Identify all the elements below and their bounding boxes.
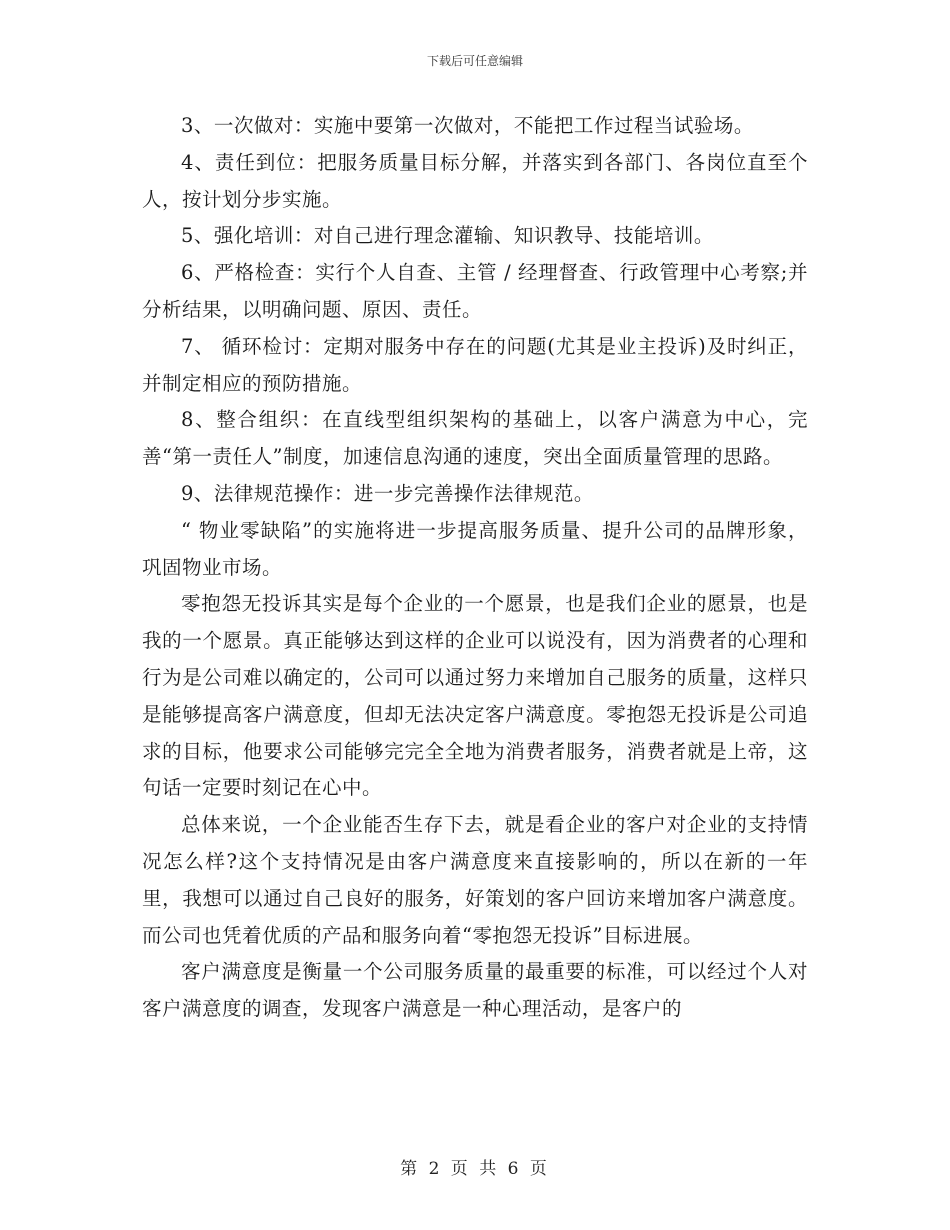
paragraph-item-8: 8、整合组织：在直线型组织架构的基础上，以客户满意为中心，完善“第一责任人”制度，加速信息沟通的速度，突出全面质量管理的思路。 (142, 408, 808, 469)
paragraph-item-7: 7、 循环检讨：定期对服务中存在的问题(尤其是业主投诉)及时纠正，并制定相应的预防措施。 (142, 334, 808, 395)
page-number-footer: 第 2 页 共 6 页 (400, 1159, 550, 1179)
paragraph-item-6: 6、严格检查：实行个人自查、主管 / 经理督查、行政管理中心考察;并分析结果，以明确问题、原因、责任。 (142, 261, 808, 321)
paragraph-satisfaction: 客户满意度是衡量一个公司服务质量的最重要的标准，可以经过个人对客户满意度的调查，发现客户满意是一种心理活动，是客户的 (142, 960, 808, 1021)
paragraph-item-5: 5、强化培训：对自己进行理念灌输、知识教导、技能培训。 (181, 224, 714, 248)
paragraph-item-4: 4、责任到位：把服务质量目标分解，并落实到各部门、各岗位直至个人，按计划分步实施。 (142, 150, 808, 211)
document-body (142, 108, 808, 1028)
paragraph-summary: 总体来说，一个企业能否生存下去，就是看企业的客户对企业的支持情况怎么样?这个支持情况是由客户满意度来直接影响的，所以在新的一年里，我想可以通过自己良好的服务，好策划的客户回访来增加客户满意度。而公司也凭着优质的产品和服务向着“零抱怨无投诉”目标进展。 (142, 813, 808, 947)
paragraph-zero-complaint: 零抱怨无投诉其实是每个企业的一个愿景，也是我们企业的愿景，也是我的一个愿景。真正能够达到这样的企业可以说没有，因为消费者的心理和行为是公司难以确定的，公司可以通过努力来增加自己服务的质量，这样只是能够提高客户满意度，但却无法决定客户满意度。零抱怨无投诉是公司追求的目标，他要求公司能够完完全全地为消费者服务，消费者就是上帝，这句话一定要时刻记在心中。 (142, 592, 808, 800)
page-header: 下载后可任意编辑 (426, 54, 523, 68)
paragraph-item-3: 3、一次做对：实施中要第一次做对，不能把工作过程当试验场。 (181, 114, 754, 137)
paragraph-zero-defect: “ 物业零缺陷”的实施将进一步提高服务质量、提升公司的品牌形象，巩固物业市场。 (142, 518, 808, 579)
paragraph-item-9: 9、法律规范操作：进一步完善操作法律规范。 (181, 481, 594, 505)
